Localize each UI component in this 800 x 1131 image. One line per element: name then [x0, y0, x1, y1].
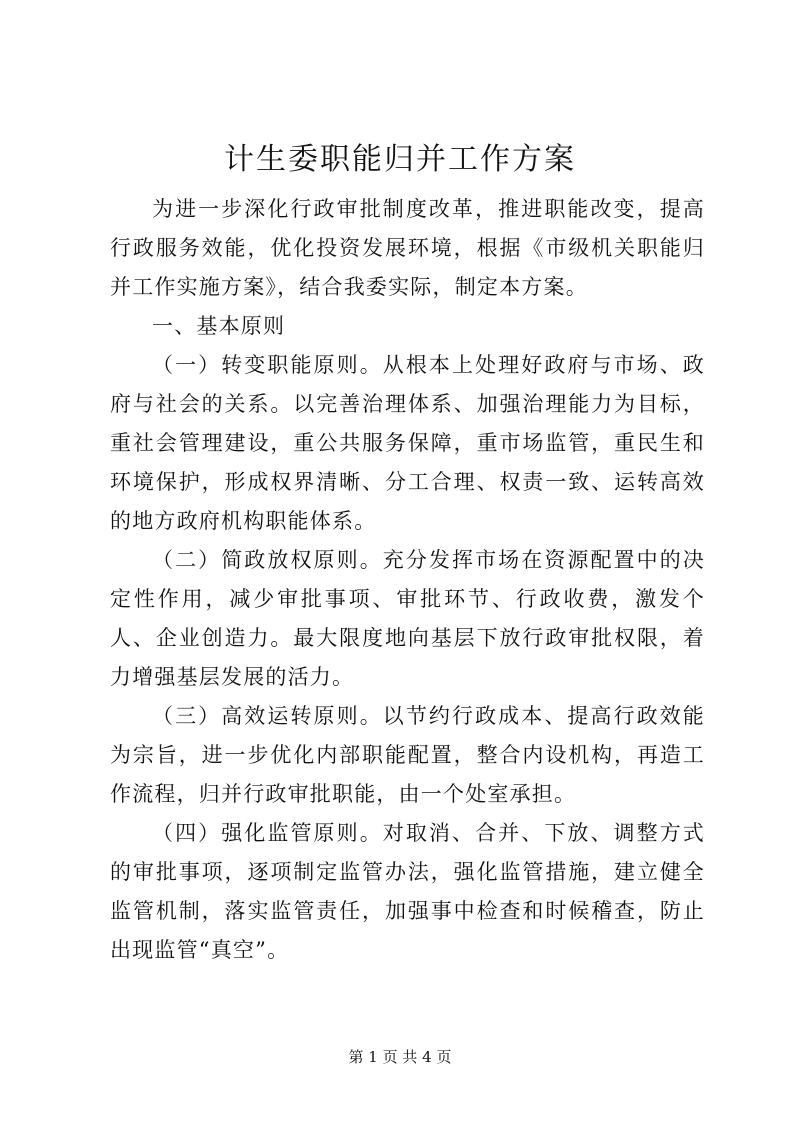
paragraph-intro: 为进一步深化行政审批制度改革，推进职能改变，提高行政服务效能，优化投资发展环境，根据《市级机关职能归并工作实施方案》，结合我委实际，制定本方案。: [110, 197, 705, 299]
paragraph-principle-1: （一）转变职能原则。从根本上处理好政府与市场、政府与社会的关系。以完善治理体系、加强治理能力为目标，重社会管理建设，重公共服务保障，重市场监管，重民生和环境保护，形成权界清晰、分工合理、权责一致、运转高效的地方政府机构职能体系。: [110, 353, 705, 533]
paragraph-principle-4: （四）强化监管原则。对取消、合并、下放、调整方式的审批事项，逐项制定监管办法，强化监管措施，建立健全监管机制，落实监管责任，加强事中检查和时候稽查，防止出现监管“真空”。: [110, 821, 705, 962]
paragraph-principle-3: （三）高效运转原则。以节约行政成本、提高行政效能为宗旨，进一步优化内部职能配置，整合内设机构，再造工作流程，归并行政审批职能，由一个处室承担。: [110, 704, 705, 806]
section-heading-basic-principles: 一、基本原则: [152, 314, 286, 338]
page-number-footer: 第 1 页 共 4 页: [348, 1048, 452, 1066]
document-body: [110, 190, 705, 970]
document-title: 计生委职能归并工作方案: [224, 142, 576, 177]
paragraph-principle-2: （二）简政放权原则。充分发挥市场在资源配置中的决定性作用，减少审批事项、审批环节、行政收费，激发个人、企业创造力。最大限度地向基层下放行政审批权限，着力增强基层发展的活力。: [110, 548, 705, 689]
